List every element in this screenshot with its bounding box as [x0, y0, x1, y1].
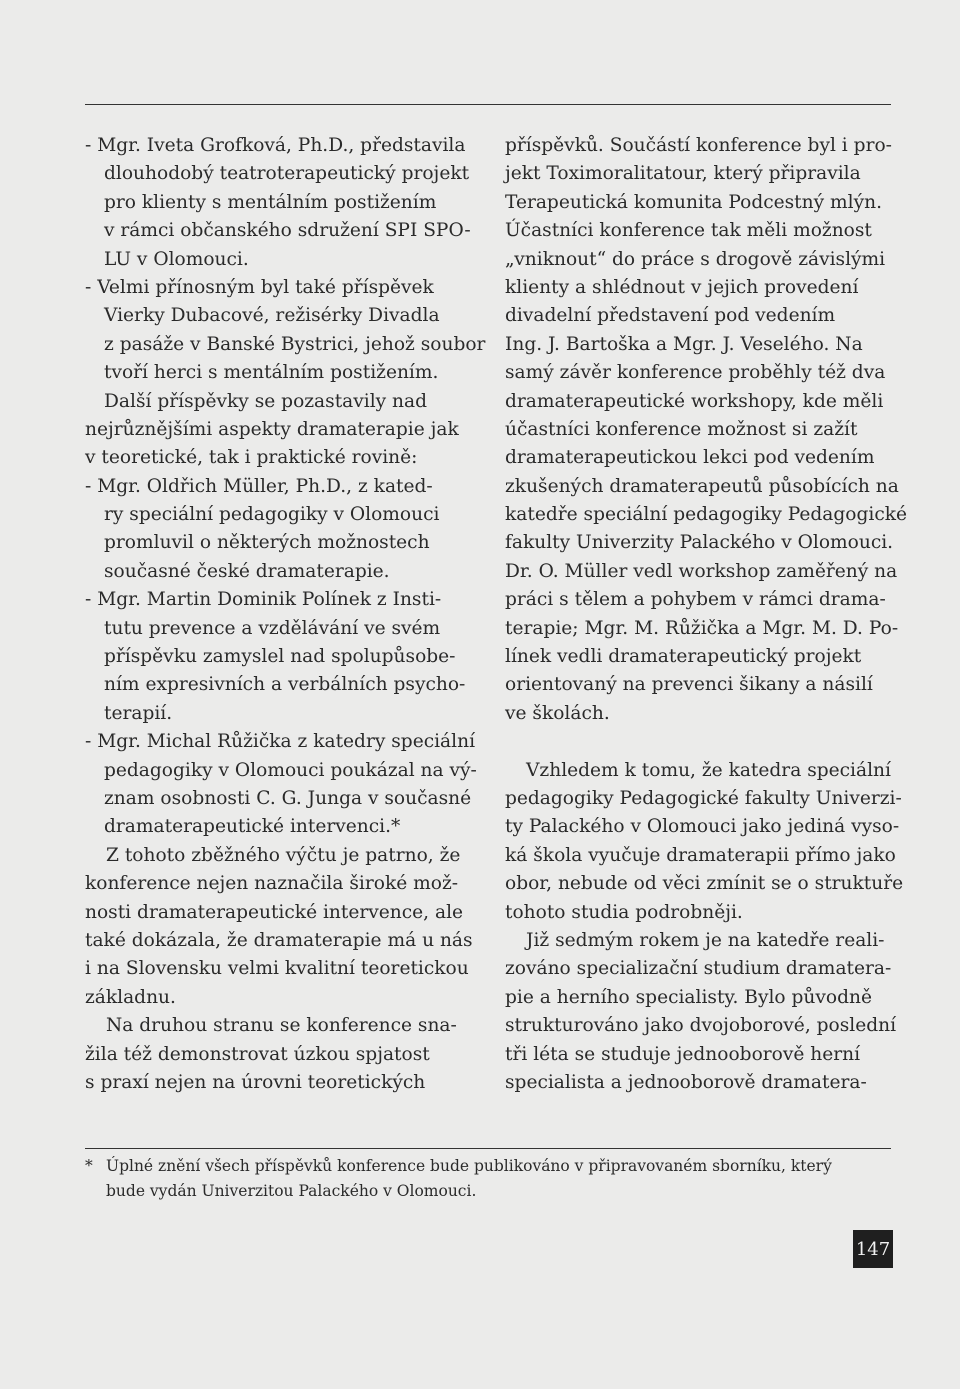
- text-line: strukturováno jako dvojoborové, poslední: [505, 1015, 897, 1037]
- footnote-rule: [85, 1148, 891, 1149]
- text-line: Terapeutická komunita Podcestný mlýn.: [505, 191, 883, 213]
- page-number: 147: [853, 1230, 893, 1268]
- text-line: příspěvku zamyslel nad spolupůsobe-: [104, 646, 456, 668]
- text-line: - Mgr. Martin Dominik Polínek z Insti-: [85, 589, 442, 611]
- right-column: [505, 132, 908, 1097]
- text-line: dlouhodobý teatroterapeutický projekt: [104, 163, 470, 185]
- text-line: pedagogiky Pedagogické fakulty Univerzi-: [505, 787, 902, 809]
- text-line: tři léta se studuje jednooborově herní: [505, 1043, 861, 1065]
- text-line: zkušených dramaterapeutů působících na: [505, 475, 899, 497]
- text-line: s praxí nejen na úrovni teoretických: [85, 1071, 426, 1093]
- text-line: příspěvků. Součástí konference byl i pro-: [505, 135, 892, 156]
- text-line: Na druhou stranu se konference sna-: [106, 1015, 457, 1037]
- text-line: nejrůznějšími aspekty dramaterapie jak: [85, 418, 459, 440]
- text-line: dramaterapeutické intervenci.*: [104, 816, 401, 838]
- text-line: základnu.: [85, 986, 176, 1008]
- text-line: Vzhledem k tomu, že katedra speciální: [526, 759, 891, 781]
- text-line: žila též demonstrovat úzkou spjatost: [85, 1043, 430, 1065]
- text-line: znam osobnosti C. G. Junga v současné: [104, 787, 472, 809]
- text-line: - Velmi přínosným byl také příspěvek: [85, 276, 434, 298]
- paragraph-gap: [505, 728, 891, 756]
- left-column: [85, 132, 486, 1097]
- text-line: také dokázala, že dramaterapie má u nás: [85, 929, 473, 951]
- text-line: ve školách.: [505, 702, 610, 724]
- text-line: Dr. O. Müller vedl workshop zaměřený na: [505, 560, 898, 582]
- text-line: pie a herního specialisty. Bylo původně: [505, 986, 872, 1008]
- text-line: Účastníci konference tak měli možnost: [505, 220, 872, 242]
- text-line: jekt Toximoralitatour, který připravila: [505, 163, 861, 185]
- text-line: divadelní představení pod vedením: [505, 305, 836, 327]
- text-line: katedře speciální pedagogiky Pedagogické: [505, 504, 908, 526]
- text-line: ty Palackého v Olomouci jako jediná vyso-: [505, 816, 900, 838]
- footnote-line: [85, 1154, 891, 1179]
- text-line: zováno specializační studium dramatera-: [505, 958, 892, 980]
- text-line: specialista a jednooborově dramatera-: [505, 1071, 867, 1093]
- footnote-text: Úplné znění všech příspěvků konference bude publikováno v připravovaném sborníku, který: [106, 1157, 832, 1175]
- text-line: LU v Olomouci.: [104, 248, 249, 270]
- text-line: pedagogiky v Olomouci poukázal na vý-: [104, 759, 477, 781]
- text-line: Ing. J. Bartoška a Mgr. J. Veselého. Na: [505, 333, 863, 355]
- text-line: v rámci občanského sdružení SPI SPO-: [104, 220, 471, 242]
- text-line: ním expresivních a verbálních psycho-: [104, 674, 466, 696]
- text-line: z pasáže v Banské Bystrici, jehož soubor: [104, 333, 486, 355]
- text-line: línek vedli dramaterapeutický projekt: [505, 646, 862, 668]
- text-line: i na Slovensku velmi kvalitní teoretickou: [85, 958, 469, 980]
- text-line: práci s tělem a pohybem v rámci drama-: [505, 589, 886, 611]
- text-line: fakulty Univerzity Palackého v Olomouci.: [505, 532, 894, 554]
- text-line: nosti dramaterapeutické intervence, ale: [85, 901, 464, 923]
- text-line: promluvil o některých možnostech: [104, 532, 430, 554]
- text-line: „vniknout“ do práce s drogově závislými: [505, 248, 886, 270]
- text-line: pro klienty s mentálním postižením: [104, 191, 437, 213]
- text-line: dramaterapeutickou lekci pod vedením: [505, 447, 875, 469]
- text-line: - Mgr. Iveta Grofková, Ph.D., představila: [85, 135, 466, 156]
- text-line: obor, nebude od věci zmínit se o struktuře: [505, 873, 904, 895]
- text-line: tvoří herci s mentálním postižením.: [104, 362, 439, 384]
- text-line: terapie; Mgr. M. Růžička a Mgr. M. D. Po-: [505, 617, 899, 639]
- text-line: v teoretické, tak i praktické rovině:: [85, 447, 418, 469]
- text-line: klienty a shlédnout v jejich provedení: [505, 276, 859, 298]
- footnote-line: bude vydán Univerzitou Palackého v Olomouci.: [106, 1182, 477, 1200]
- footnote: [85, 1154, 891, 1204]
- text-line: tohoto studia podrobněji.: [505, 901, 743, 923]
- text-line: - Mgr. Michal Růžička z katedry speciální: [85, 731, 476, 753]
- text-line: Z tohoto zběžného výčtu je patrno, že: [106, 844, 461, 866]
- text-line: ry speciální pedagogiky v Olomouci: [104, 504, 440, 526]
- text-line: Vierky Dubacové, režisérky Divadla: [104, 305, 440, 327]
- text-line: orientovaný na prevenci šikany a násilí: [505, 674, 873, 696]
- footnote-mark: *: [85, 1157, 93, 1175]
- text-line: terapií.: [104, 702, 173, 724]
- text-line: konference nejen naznačila široké mož-: [85, 873, 459, 895]
- text-line: Další příspěvky se pozastavily nad: [104, 390, 428, 412]
- text-line: ká škola vyučuje dramaterapii přímo jako: [505, 844, 896, 866]
- text-line: samý závěr konference proběhly též dva: [505, 362, 886, 384]
- text-line: současné české dramaterapie.: [104, 560, 390, 582]
- text-line: dramaterapeutické workshopy, kde měli: [505, 390, 884, 412]
- text-line: Již sedmým rokem je na katedře reali-: [526, 929, 885, 951]
- text-line: - Mgr. Oldřich Müller, Ph.D., z kated-: [85, 475, 433, 497]
- top-rule: [85, 104, 891, 105]
- text-line: účastníci konference možnost si zažít: [505, 418, 858, 440]
- text-line: tutu prevence a vzdělávání ve svém: [104, 617, 441, 639]
